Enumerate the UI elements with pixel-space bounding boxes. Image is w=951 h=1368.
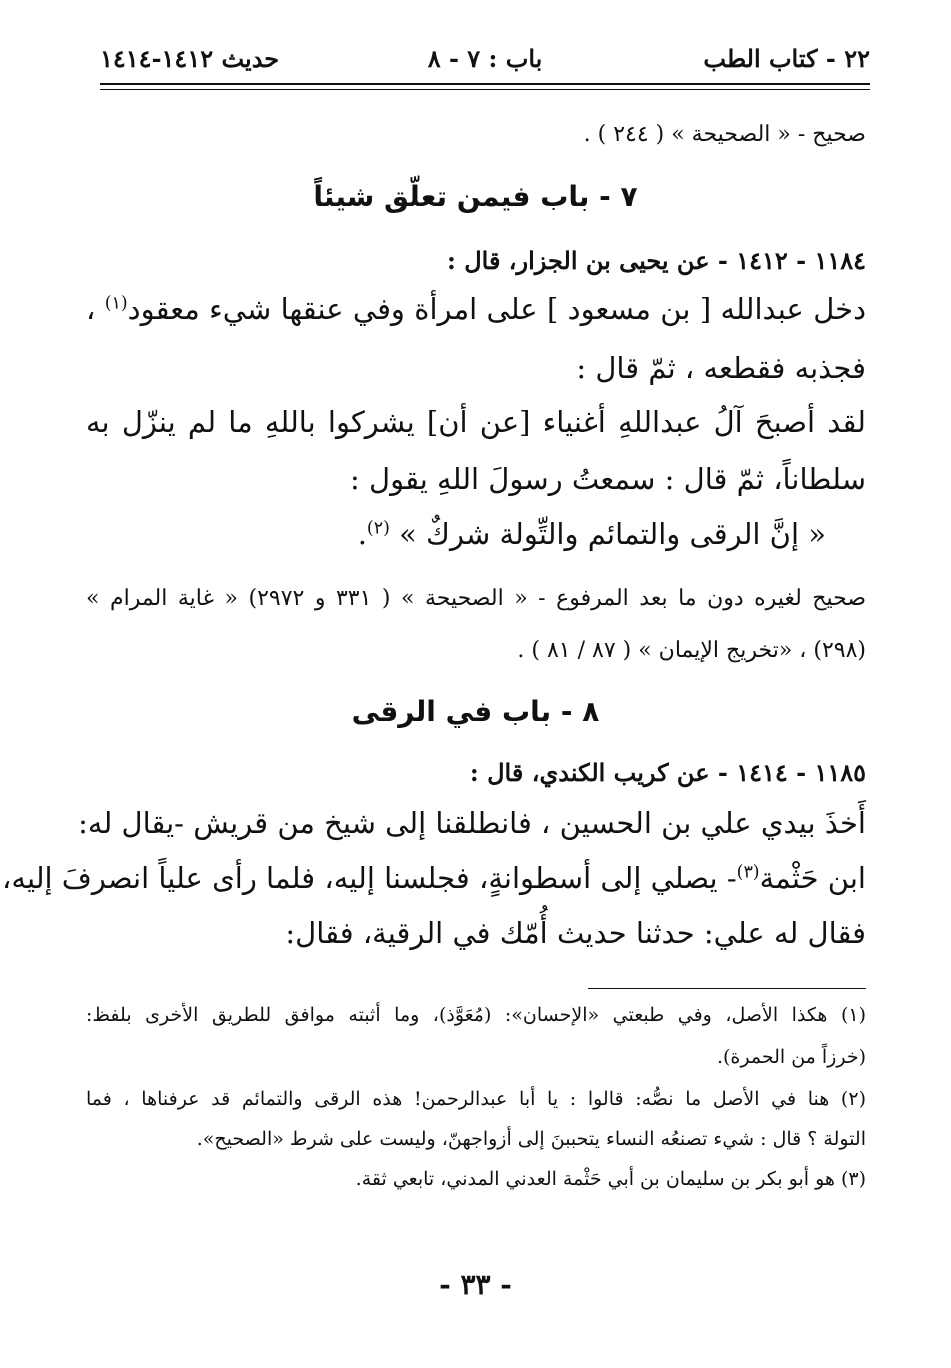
- grading-line: صحيح - « الصحيحة » ( ٢٤٤ ) .: [583, 122, 866, 147]
- footnote-3-line-1: (٣) هو أبو بكر بن سليمان بن أبي حَثْمة العدني المدني، تابعي ثقة.: [355, 1168, 866, 1190]
- footnote-1-line-1: (١) هكذا الأصل، وفي طبعتي «الإحسان»: (مُعَوَّذ)، وما أثبته موافق للطريق الأخرى بلفظ:: [86, 1004, 866, 1026]
- chapter-heading-7: ٧ - باب فيمن تعلّق شيئاً: [313, 180, 638, 213]
- paragraph-1-line-1-text: دخل عبدالله [ بن مسعود ] على امرأة وفي عنقها شيء معقود: [127, 292, 867, 326]
- chapter-heading-8: ٨ - باب في الرقى: [351, 695, 600, 728]
- grading-2-line-2: (٢٩٨) ، «تخريج الإيمان » ( ٨٧ / ٨١ ) .: [517, 638, 866, 663]
- paragraph-3-line-2: [2, 861, 866, 895]
- footnote-separator: [588, 988, 866, 989]
- grading-2-line-1: صحيح لغيره دون ما بعد المرفوع - « الصحيحة » ( ٣٣١ و ٢٩٧٢) « غاية المرام »: [86, 586, 866, 611]
- paragraph-1-line-2: فجذبه فقطعه ، ثمّ قال :: [576, 351, 866, 385]
- paragraph-1-line-1-end: ،: [86, 292, 105, 326]
- paragraph-2-line-1: لقد أصبحَ آلُ عبداللهِ أغنياء [عن أن] يشركوا باللهِ ما لم ينزّل به: [86, 405, 866, 439]
- footnote-1-line-2: (خرزاً من الحمرة).: [716, 1046, 866, 1068]
- paragraph-1-line-1: [86, 292, 866, 326]
- header-chapter-range: باب : ٧ - ٨: [427, 44, 543, 73]
- footnote-ref-3[interactable]: (٣): [736, 862, 760, 883]
- footnote-ref-2[interactable]: (٢): [366, 518, 390, 539]
- prophetic-quote-text: « إنَّ الرقى والتمائم والتِّولة شركٌ »: [389, 517, 826, 551]
- paragraph-3-line-2-b: - يصلي إلى أسطوانةٍ، فجلسنا إليه، فلما رأى علياً انصرفَ إليه،: [2, 861, 737, 895]
- header-hadith-range: حديث ١٤١٢-١٤١٤: [100, 44, 280, 73]
- prophetic-quote-end: .: [357, 517, 367, 551]
- header-rule-thick: [100, 83, 870, 85]
- footnote-ref-1[interactable]: (١): [104, 293, 128, 314]
- footnote-2-line-1: (٢) هنا في الأصل ما نصُّه: قالوا : يا أبا عبدالرحمن! هذه الرقى والتمائم قد عرفناها ، فما: [86, 1088, 866, 1110]
- header-book-title: ٢٢ - كتاب الطب: [703, 44, 870, 73]
- prophetic-quote: [86, 517, 826, 551]
- hadith-1184-intro: ١١٨٤ - ١٤١٢ - عن يحيى بن الجزار، قال :: [446, 246, 866, 275]
- paragraph-3-line-2-a: ابن حَثْمة: [759, 861, 866, 895]
- running-header: [100, 38, 870, 78]
- footnote-2-line-2: التولة ؟ قال : شيء تصنعُه النساء يتحببنَ إلى أزواجهنّ، وليست على شرط «الصحيح».: [196, 1128, 866, 1150]
- page-number: - ٣٣ -: [439, 1268, 512, 1301]
- paragraph-3-line-3: فقال له علي: حدثنا حديث أُمّك في الرقية، فقال:: [285, 916, 866, 950]
- hadith-1185-intro: ١١٨٥ - ١٤١٤ - عن كريب الكندي، قال :: [469, 758, 866, 787]
- header-rule-thin: [100, 89, 870, 90]
- paragraph-3-line-1: أَخذَ بيدي علي بن الحسين ، فانطلقنا إلى شيخ من قريش -يقال له:: [78, 806, 866, 840]
- paragraph-2-line-2: سلطاناً، ثمّ قال : سمعتُ رسولَ اللهِ يقول :: [350, 462, 866, 496]
